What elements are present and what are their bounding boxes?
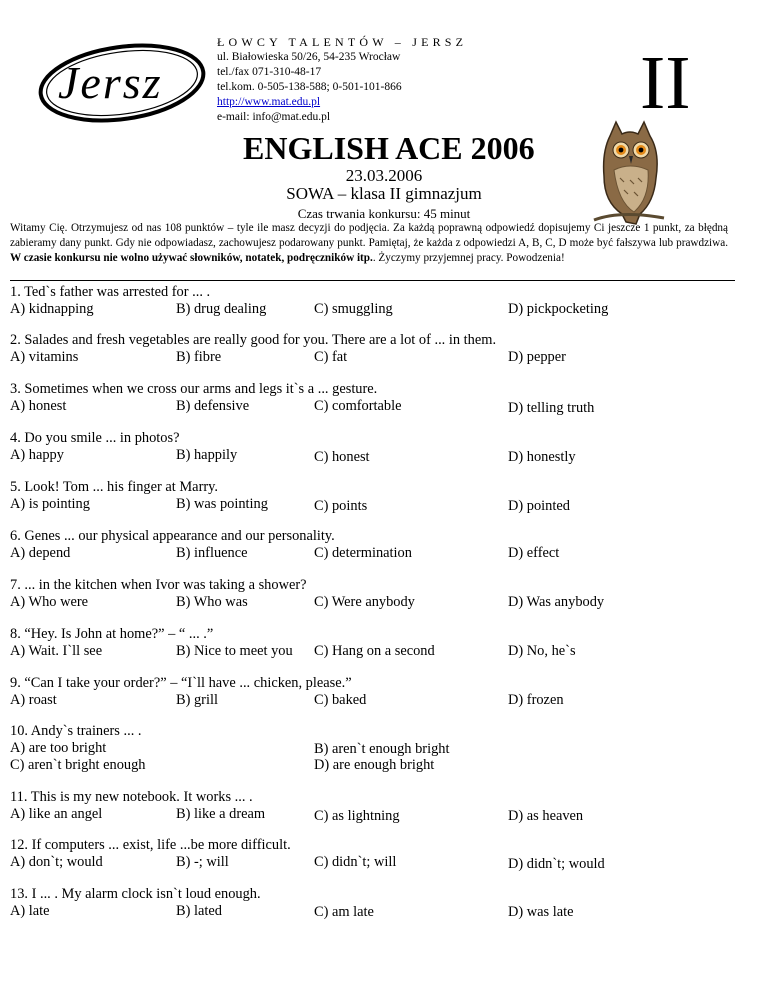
option-a[interactable]: A) are too bright [10, 739, 107, 756]
organizer-name: ŁOWCY TALENTÓW – JERSZ [217, 35, 468, 49]
option-b[interactable]: B) defensive [176, 397, 250, 414]
option-d[interactable]: D) honestly [508, 448, 576, 465]
option-d[interactable]: D) frozen [508, 691, 564, 708]
option-b[interactable]: B) happily [176, 446, 238, 463]
option-c[interactable]: C) didn`t; will [314, 853, 397, 870]
option-d[interactable]: D) pepper [508, 348, 566, 365]
option-d[interactable]: D) pickpocketing [508, 300, 609, 317]
question-10 [10, 723, 450, 774]
instructions-text: Witamy Cię. Otrzymujesz od nas 108 punktów – tyle ile masz decyzji do podjęcia. Za każdą poprawną odpowiedź dopisujemy Ci jeszcze 1 punkt, za błędną zabieramy dany punkt. Gdy nie odpowiadasz, zachowujesz podarowany punkt. Pamiętaj, że każda z odpowiedzi A, B, C, D może być fałszywa lub prawdziwa. [10, 222, 728, 249]
option-b[interactable]: B) was pointing [176, 495, 268, 512]
option-b[interactable]: B) Who was [176, 593, 248, 610]
option-b[interactable]: B) like a dream [176, 805, 266, 822]
option-c[interactable]: C) comfortable [314, 397, 402, 414]
option-c[interactable]: C) honest [314, 448, 370, 465]
option-c[interactable]: C) Hang on a second [314, 642, 435, 659]
option-a[interactable]: A) Wait. I`ll see [10, 642, 103, 659]
option-b[interactable]: B) Nice to meet you [176, 642, 293, 659]
question-12 [10, 837, 605, 872]
option-a[interactable]: A) late [10, 902, 50, 919]
option-d[interactable]: D) No, he`s [508, 642, 576, 659]
question-3 [10, 381, 595, 416]
question-5 [10, 479, 570, 514]
instructions-closing: . Życzymy przyjemnej pracy. Powodzenia! [372, 252, 565, 264]
option-a[interactable]: A) kidnapping [10, 300, 94, 317]
question-text: 9. “Can I take your order?” – “I`ll have ... chicken, please.” [10, 675, 352, 691]
instructions-rule: W czasie konkursu nie wolno używać słowników, notatek, podręczników itp. [10, 252, 373, 264]
question-7 [10, 577, 605, 611]
owl-illustration [590, 118, 668, 228]
question-6 [10, 528, 560, 562]
mobile: tel.kom. 0-505-138-588; 0-501-101-866 [217, 81, 402, 93]
option-d[interactable]: D) didn`t; would [508, 855, 605, 872]
option-c[interactable]: C) determination [314, 544, 412, 561]
question-1 [10, 284, 609, 318]
question-text: 11. This is my new notebook. It works ... . [10, 789, 253, 805]
option-a[interactable]: A) depend [10, 544, 71, 561]
grade-numeral: II [640, 41, 691, 125]
instructions [10, 221, 728, 266]
email: e-mail: info@mat.edu.pl [217, 111, 331, 123]
option-c[interactable]: C) smuggling [314, 300, 393, 317]
divider [10, 280, 735, 281]
question-text: 7. ... in the kitchen when Ivor was taking a shower? [10, 577, 307, 593]
option-c[interactable]: C) as lightning [314, 807, 400, 824]
option-c[interactable]: C) baked [314, 691, 367, 708]
organizer-info [217, 35, 467, 125]
question-text: 1. Ted`s father was arrested for ... . [10, 284, 211, 300]
question-text: 4. Do you smile ... in photos? [10, 430, 180, 446]
option-b[interactable]: B) lated [176, 902, 222, 919]
option-a[interactable]: A) like an angel [10, 805, 103, 822]
website-link[interactable]: http://www.mat.edu.pl [217, 96, 321, 108]
question-text: 12. If computers ... exist, life ...be more difficult. [10, 837, 291, 853]
option-a[interactable]: A) happy [10, 446, 64, 463]
option-b[interactable]: B) -; will [176, 853, 229, 870]
question-4 [10, 430, 576, 465]
option-b[interactable]: B) grill [176, 691, 218, 708]
option-a[interactable]: A) honest [10, 397, 67, 414]
option-b[interactable]: B) fibre [176, 348, 222, 365]
question-text: 8. “Hey. Is John at home?” – “ ... .” [10, 626, 214, 642]
option-d[interactable]: D) effect [508, 544, 560, 561]
question-8 [10, 626, 576, 660]
option-c[interactable]: C) Were anybody [314, 593, 415, 610]
question-11 [10, 789, 584, 824]
question-text: 3. Sometimes when we cross our arms and legs it`s a ... gesture. [10, 381, 378, 397]
question-text: 6. Genes ... our physical appearance and our personality. [10, 528, 335, 544]
address: ul. Białowieska 50/26, 54-235 Wrocław [217, 51, 401, 63]
option-b[interactable]: B) aren`t enough bright [314, 740, 450, 757]
page-title: ENGLISH ACE 2006 [243, 130, 535, 166]
contest-subtitle: SOWA – klasa II gimnazjum [286, 184, 482, 203]
question-text: 13. I ... . My alarm clock isn`t loud enough. [10, 886, 261, 902]
option-a[interactable]: A) don`t; would [10, 853, 103, 870]
question-text: 2. Salades and fresh vegetables are really good for you. There are a lot of ... in them. [10, 332, 497, 348]
option-a[interactable]: A) is pointing [10, 495, 90, 512]
option-a[interactable]: A) vitamins [10, 348, 79, 365]
option-d[interactable]: D) as heaven [508, 807, 584, 824]
option-c[interactable]: C) fat [314, 348, 348, 365]
option-c[interactable]: C) am late [314, 903, 374, 920]
option-d[interactable]: D) pointed [508, 497, 570, 514]
contest-date: 23.03.2006 [345, 166, 423, 185]
option-a[interactable]: A) roast [10, 691, 57, 708]
jersz-logo [36, 36, 214, 124]
option-b[interactable]: B) influence [176, 544, 248, 561]
contest-duration: Czas trwania konkursu: 45 minut [297, 206, 471, 221]
option-d[interactable]: D) are enough bright [314, 756, 435, 773]
option-a[interactable]: A) Who were [10, 593, 89, 610]
question-text: 10. Andy`s trainers ... . [10, 723, 142, 739]
question-2 [10, 332, 566, 366]
option-d[interactable]: D) telling truth [508, 399, 595, 416]
option-c[interactable]: C) aren`t bright enough [10, 756, 146, 773]
question-9 [10, 675, 564, 709]
option-d[interactable]: D) Was anybody [508, 593, 605, 610]
phone: tel./fax 071-310-48-17 [217, 66, 322, 78]
question-text: 5. Look! Tom ... his finger at Marry. [10, 479, 219, 495]
option-c[interactable]: C) points [314, 497, 368, 514]
option-b[interactable]: B) drug dealing [176, 300, 267, 317]
question-13 [10, 886, 574, 920]
svg-text:Jersz: Jersz [58, 57, 163, 108]
option-d[interactable]: D) was late [508, 903, 574, 920]
